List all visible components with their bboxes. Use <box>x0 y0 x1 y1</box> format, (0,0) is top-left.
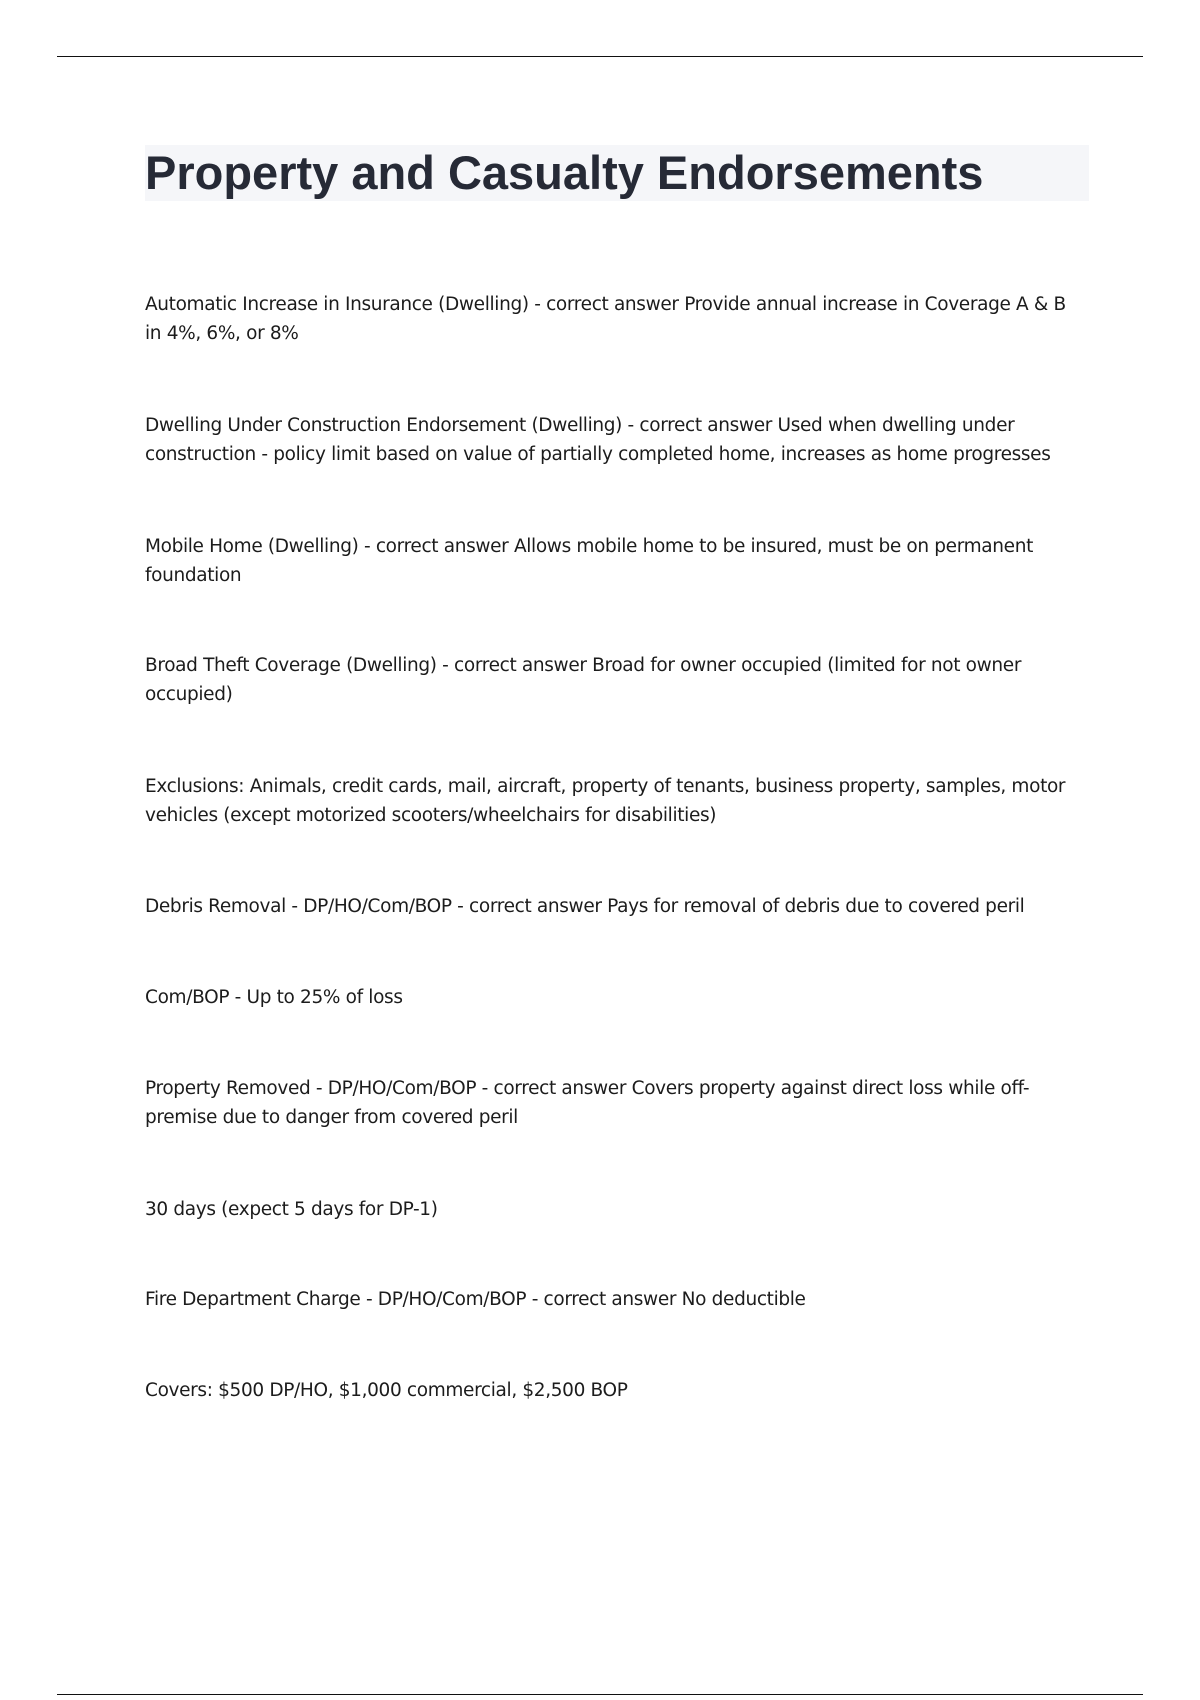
entry-mobile-home: Mobile Home (Dwelling) - correct answer Allows mobile home to be insured, must be on permanent foundation <box>145 536 1033 586</box>
page-title: Property and Casualty Endorsements <box>145 146 984 199</box>
entry-thirty-days: 30 days (expect 5 days for DP-1) <box>145 1199 438 1220</box>
entry-covers-amounts: Covers: $500 DP/HO, $1,000 commercial, $2,500 BOP <box>145 1380 628 1401</box>
entry-dwelling-under-construction: Dwelling Under Construction Endorsement (Dwelling) - correct answer Used when dwelling under construction - policy limit based on value of partially completed home, increases as home progresses <box>145 415 1051 465</box>
entry-exclusions: Exclusions: Animals, credit cards, mail, aircraft, property of tenants, business property, samples, motor vehicles (except motorized scooters/wheelchairs for disabilities) <box>145 776 1066 826</box>
entry-com-bop-loss: Com/BOP - Up to 25% of loss <box>145 987 403 1008</box>
entry-property-removed: Property Removed - DP/HO/Com/BOP - correct answer Covers property against direct loss while off-premise due to danger from covered peril <box>145 1078 1030 1128</box>
entry-automatic-increase: Automatic Increase in Insurance (Dwelling) - correct answer Provide annual increase in Coverage A & B in 4%, 6%, or 8% <box>145 294 1066 344</box>
entry-fire-department-charge: Fire Department Charge - DP/HO/Com/BOP - correct answer No deductible <box>145 1289 806 1310</box>
entry-debris-removal: Debris Removal - DP/HO/Com/BOP - correct answer Pays for removal of debris due to covered peril <box>145 896 1025 917</box>
header-rule <box>57 56 1143 57</box>
entry-broad-theft: Broad Theft Coverage (Dwelling) - correct answer Broad for owner occupied (limited for not owner occupied) <box>145 655 1022 705</box>
footer-rule <box>57 1694 1143 1695</box>
